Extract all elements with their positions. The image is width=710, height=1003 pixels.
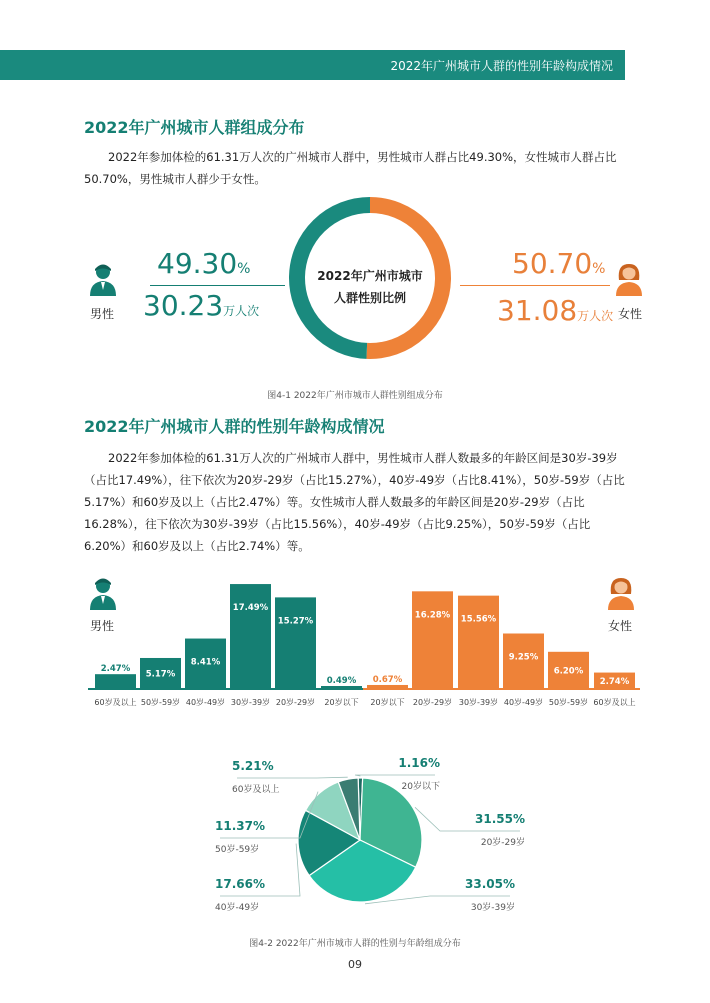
page-number: 09: [348, 958, 362, 971]
pie-percent-label: 5.21%: [232, 759, 274, 773]
female-bar-value-label: 2.74%: [599, 676, 630, 687]
female-bar: [367, 685, 408, 689]
female-bar-value-label: 15.56%: [460, 614, 497, 625]
pie-category-label: 30岁-39岁: [470, 903, 515, 913]
pie-percent-label: 33.05%: [465, 877, 515, 891]
male-bar-value-label: 5.17%: [145, 669, 176, 680]
female-category-tick: 40岁-49岁: [503, 698, 544, 707]
pie-category-label: 40岁-49岁: [215, 903, 260, 913]
female-bar-value-label: 0.67%: [372, 674, 403, 685]
female-percent-value: 50.70: [512, 247, 593, 280]
pie-category-label: 60岁及以上: [232, 785, 280, 795]
male-bar: [275, 597, 316, 689]
male-percent: [157, 247, 250, 280]
section1-paragraph: 2022年参加体检的61.31万人次的广州城市人群中，男性城市人群占比49.30%，女性城市人群占比50.70%，男性城市人群少于女性。: [84, 150, 617, 186]
bar-male-label: 男性: [90, 619, 115, 633]
pie-percent-label: 1.16%: [398, 756, 440, 770]
pie-category-label: 20岁-29岁: [480, 838, 525, 848]
female-category-tick: 60岁及以上: [593, 698, 636, 707]
age-pie-chart: [190, 745, 530, 935]
female-category-tick: 20岁以下: [370, 698, 405, 707]
figure1-caption: 图4-1 2022年广州市城市人群性别组成分布: [267, 391, 443, 401]
header-band: [0, 50, 625, 80]
female-person-icon: [614, 262, 644, 296]
donut-center-line2: 人群性别比例: [333, 291, 406, 305]
male-label: 男性: [90, 307, 115, 321]
male-bar: [321, 686, 362, 689]
female-bar-value-label: 6.20%: [553, 666, 584, 677]
section1-heading: 2022年广州城市人群组成分布: [84, 118, 305, 137]
male-bar: [230, 584, 271, 689]
female-category-tick: 20岁-29岁: [412, 698, 453, 707]
male-category-tick: 50岁-59岁: [140, 698, 181, 707]
pie-percent-label: 31.55%: [475, 812, 525, 826]
female-count: [497, 294, 613, 327]
pie-leader-line: [355, 775, 435, 776]
header-title: 2022年广州城市人群的性别年龄构成情况: [390, 59, 613, 73]
male-count-unit: 万人次: [223, 304, 260, 318]
pie-leader-line: [237, 777, 348, 778]
male-bar-value-label: 15.27%: [277, 616, 314, 627]
female-count-value: 31.08: [497, 294, 578, 327]
male-count-value: 30.23: [143, 289, 224, 322]
pie-percent-label: 17.66%: [215, 877, 265, 891]
female-percent: [512, 247, 605, 280]
bar-female-label: 女性: [608, 619, 633, 633]
male-bar-value-label: 8.41%: [190, 657, 221, 668]
male-category-tick: 40岁-49岁: [185, 698, 226, 707]
donut-center-label: [300, 265, 440, 309]
female-category-tick: 30岁-39岁: [458, 698, 499, 707]
male-category-tick: 30岁-39岁: [230, 698, 271, 707]
pie-percent-label: 11.37%: [215, 819, 265, 833]
female-bar-value-label: 16.28%: [414, 610, 451, 621]
donut-center-line1: 2022年广州市城市: [317, 269, 423, 283]
figure2-caption: 图4-2 2022年广州市城市人群的性别与年龄组成分布: [249, 939, 461, 949]
female-bar-value-label: 9.25%: [508, 652, 539, 663]
male-divider: [150, 285, 285, 286]
male-count: [143, 289, 259, 322]
pie-category-label: 20岁以下: [401, 782, 440, 792]
section2-paragraph: 2022年参加体检的61.31万人次的广州城市人群中，男性城市人群人数最多的年龄区间是30岁-39岁（占比17.49%），往下依次为20岁-29岁（占比15.27%），40岁-49岁（占比8.41%），50岁-59岁（占比5.17%）和60岁及以上（占比2.47%）等。女性城市人群人数最多的年龄区间是20岁-29岁（占比16.28%），往下依次为30岁-39岁（占比15.56%），40岁-49岁（占比9.25%），50岁-59岁（占比6.20%）和60岁及以上（占比2.74%）等。: [84, 451, 625, 553]
male-bar-value-label: 2.47%: [100, 664, 131, 675]
female-percent-unit: %: [592, 261, 606, 277]
male-bar-value-label: 17.49%: [232, 603, 269, 614]
female-label: 女性: [618, 307, 643, 321]
male-percent-value: 49.30: [157, 247, 238, 280]
male-bar-value-label: 0.49%: [326, 676, 357, 686]
male-category-tick: 20岁-29岁: [275, 698, 316, 707]
section2-heading: 2022年广州城市人群的性别年龄构成情况: [84, 417, 385, 436]
pie-category-label: 50岁-59岁: [215, 845, 260, 855]
male-person-icon: [88, 262, 118, 296]
age-gender-bar-chart: [0, 570, 710, 720]
male-bar: [95, 674, 136, 689]
male-percent-unit: %: [237, 261, 251, 277]
female-bar: [412, 591, 453, 689]
female-category-tick: 50岁-59岁: [548, 698, 589, 707]
female-count-unit: 万人次: [577, 309, 614, 323]
female-divider: [460, 285, 610, 286]
male-category-tick: 20岁以下: [324, 698, 359, 707]
female-bar: [458, 596, 499, 689]
male-category-tick: 60岁及以上: [94, 698, 137, 707]
